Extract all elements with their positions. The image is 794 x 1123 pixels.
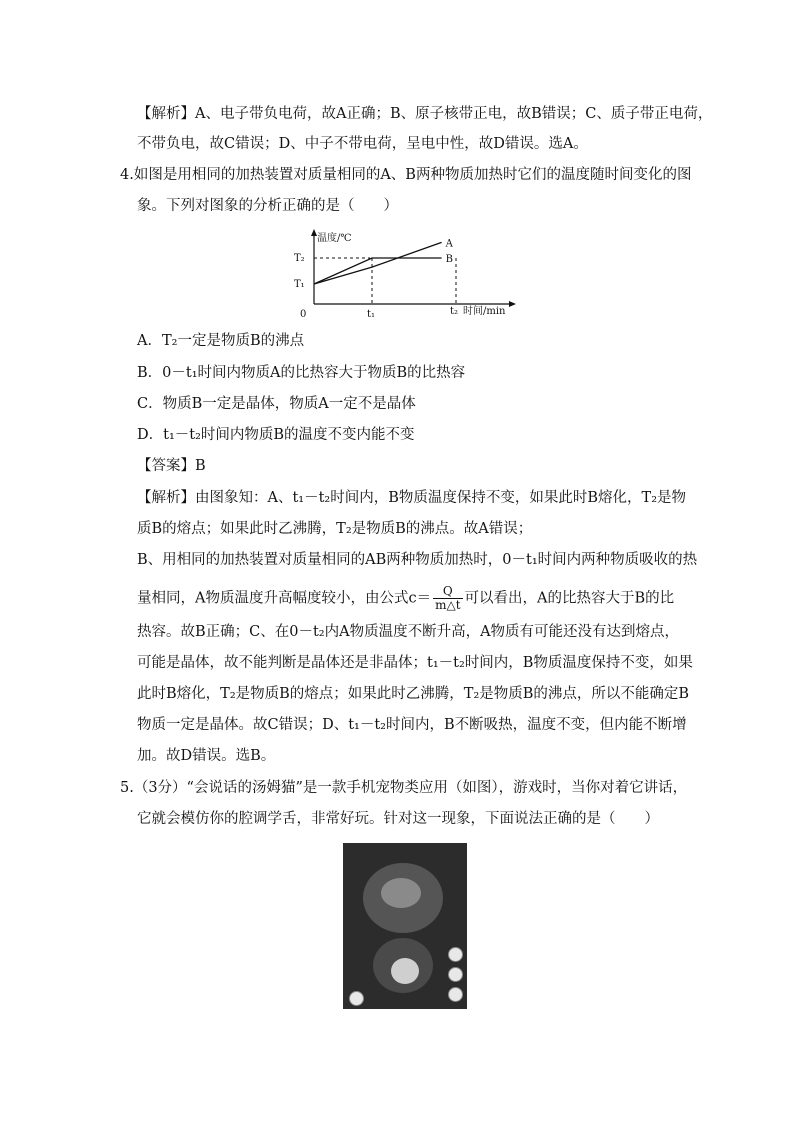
x-tick-t2: t₂ xyxy=(450,306,459,317)
q4-analysis-line-4-pre: 量相同，A物质温度升高幅度较小，由公式c＝ xyxy=(137,590,432,607)
series-line-b xyxy=(314,258,442,284)
x-tick-origin: 0 xyxy=(300,309,307,320)
q4-analysis-line-4 xyxy=(137,585,674,612)
cat-face-shape xyxy=(381,878,421,908)
q4-stem-line-2: 象。下列对图象的分析正确的是（ ） xyxy=(137,198,398,214)
q4-option-c: C．物质B一定是晶体，物质A一定不是晶体 xyxy=(137,396,416,412)
y-tick-t2: T₂ xyxy=(294,253,305,264)
app-button-icon xyxy=(349,991,364,1006)
q4-analysis-line-6: 可能是晶体，故不能判断是晶体还是非晶体；t₁－t₂时间内，B物质温度保持不变，如果 xyxy=(137,655,693,671)
series-line-a xyxy=(314,242,442,284)
q4-analysis-line-3: B、用相同的加热装置对质量相同的AB两种物质加热时，0－t₁时间内两种物质吸收的热 xyxy=(137,552,698,568)
q4-analysis-line-5: 热容。故B正确；C、在0－t₂内A物质温度不断升高，A物质有可能还没有达到熔点， xyxy=(137,624,680,640)
x-tick-t1: t₁ xyxy=(367,309,376,320)
app-button-icon xyxy=(448,987,463,1002)
x-axis-arrow xyxy=(509,301,516,307)
q4-answer: 【答案】B xyxy=(137,458,206,474)
specific-heat-formula xyxy=(433,585,462,612)
y-axis-label: 温度/℃ xyxy=(317,233,352,244)
x-axis-label: 时间/min xyxy=(463,306,506,317)
series-label-b: B xyxy=(445,254,453,265)
q4-option-d: D．t₁－t₂时间内物质B的温度不变内能不变 xyxy=(137,427,415,443)
temperature-time-chart xyxy=(290,226,520,322)
series-label-a: A xyxy=(445,238,453,250)
q3-analysis-line-2: 不带负电，故C错误；D、中子不带电荷，呈电中性，故D错误。选A。 xyxy=(137,136,588,152)
q3-analysis-line-1: 【解析】A、电子带负电荷，故A正确；B、原子核带正电，故B错误；C、质子带正电荷， xyxy=(137,106,713,122)
q5-stem-line-2: 它就会模仿你的腔调学舌，非常好玩。针对这一现象，下面说法正确的是（ ） xyxy=(137,811,659,827)
q4-analysis-line-9: 加。故D错误。选B。 xyxy=(137,748,276,764)
q4-analysis-line-8: 物质一定是晶体。故C错误；D、t₁－t₂时间内，B不断吸热，温度不变，但内能不断增 xyxy=(137,717,687,733)
q4-analysis-line-4-post: 可以看出，A的比热容大于B的比 xyxy=(464,590,675,607)
q4-analysis-line-7: 此时B熔化，T₂是物质B的熔点；如果此时乙沸腾，T₂是物质B的沸点，所以不能确定B xyxy=(137,686,690,702)
talking-tom-cat-photo xyxy=(343,843,467,1009)
q4-analysis-line-1: 【解析】由图象知：A、t₁－t₂时间内，B物质温度保持不变，如果此时B熔化，T₂是物 xyxy=(137,490,687,506)
formula-numerator: Q xyxy=(433,585,462,599)
q4-analysis-line-2: 质B的熔点；如果此时乙沸腾，T₂是物质B的沸点。故A错误； xyxy=(137,521,533,537)
q4-option-a: A．T₂一定是物质B的沸点 xyxy=(137,333,305,349)
q4-option-b: B．0－t₁时间内物质A的比热容大于物质B的比热容 xyxy=(137,365,466,381)
app-button-icon xyxy=(448,967,463,982)
q5-stem-line-1: 5.（3分）“会说话的汤姆猫”是一款手机宠物类应用（如图），游戏时，当你对着它讲话， xyxy=(120,780,688,796)
cat-belly-highlight xyxy=(391,958,419,984)
formula-denominator: m△t xyxy=(435,598,461,612)
q4-stem-line-1: 4.如图是用相同的加热装置对质量相同的A、B两种物质加热时它们的温度随时间变化的图 xyxy=(120,167,692,183)
app-button-icon xyxy=(448,947,463,962)
y-tick-t1: T₁ xyxy=(294,279,305,290)
